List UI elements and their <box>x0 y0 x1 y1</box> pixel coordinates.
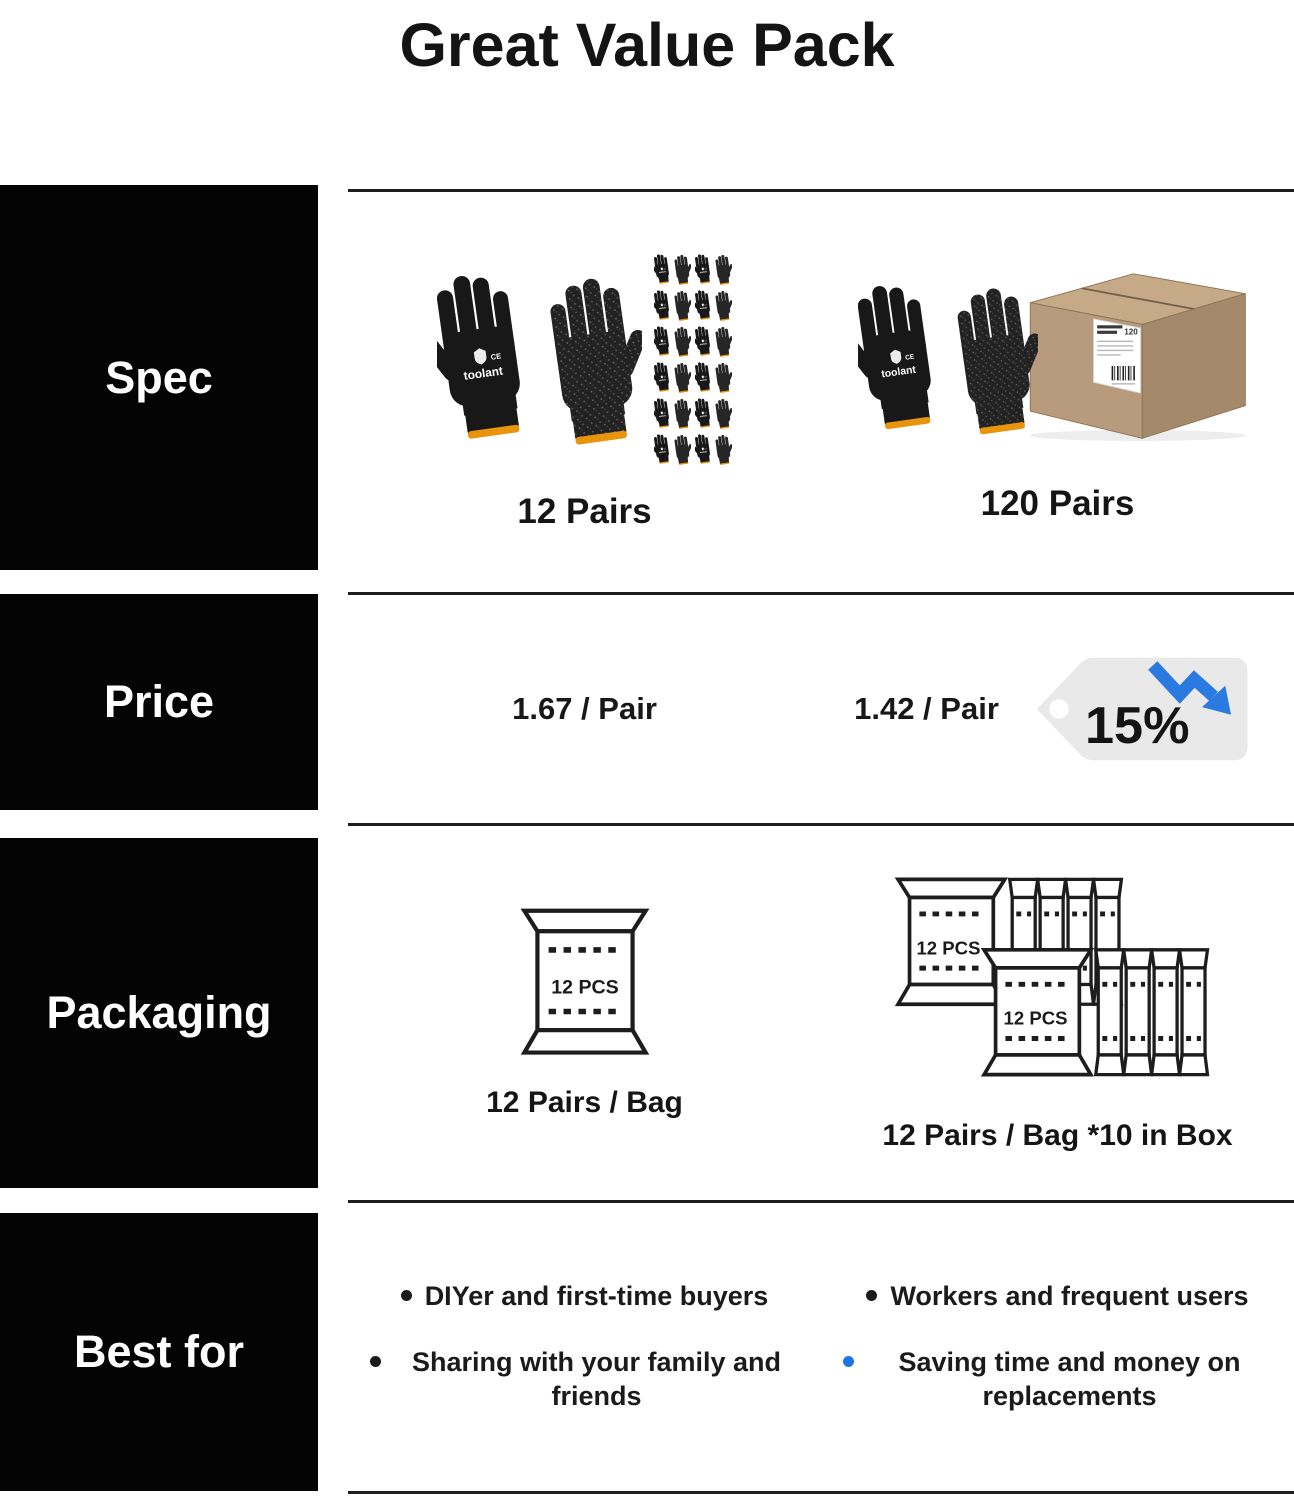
price-content <box>348 592 1294 823</box>
page-title: Great Value Pack <box>399 11 895 79</box>
comparison-table <box>0 189 1294 1494</box>
bullet-item <box>370 1346 800 1414</box>
spec-right-cell <box>821 192 1294 592</box>
packaging-content <box>348 823 1294 1200</box>
best-for-label: Best for <box>73 1326 245 1377</box>
spec-right-visual <box>858 261 1258 458</box>
spec-label-box <box>0 185 318 570</box>
row-spec <box>0 189 1294 592</box>
packaging-left-caption: 12 Pairs / Bag <box>486 1085 683 1119</box>
mini-glove-pair-icon <box>695 325 732 358</box>
glove-pair-image <box>858 279 1038 440</box>
best-for-content <box>348 1200 1294 1494</box>
mini-glove-pair-icon <box>695 253 732 286</box>
tag-hole <box>1049 699 1068 718</box>
best-for-right-cell <box>821 1203 1294 1491</box>
mini-glove-pair-icon <box>654 253 691 286</box>
bag-cluster-image <box>882 874 1234 1109</box>
spec-left-caption: 12 Pairs <box>517 491 652 531</box>
spec-left-visual <box>437 253 732 466</box>
bullet-item <box>843 1280 1273 1314</box>
price-right-cell <box>821 595 1294 823</box>
mini-glove-grid <box>654 253 732 466</box>
best-for-right-list <box>843 1280 1273 1413</box>
mini-glove-pair-icon <box>654 289 691 322</box>
best-for-left-cell <box>348 1203 821 1491</box>
row-best-for <box>0 1200 1294 1494</box>
packaging-right-caption: 12 Pairs / Bag *10 in Box <box>882 1118 1233 1152</box>
spec-left-cell <box>348 192 821 592</box>
best-for-left-list <box>370 1280 800 1413</box>
bullet-text: Sharing with your family and friends <box>411 1347 782 1411</box>
mini-glove-pair-icon <box>654 397 691 430</box>
mini-glove-pair-icon <box>695 433 732 466</box>
mini-glove-pair-icon <box>695 289 732 322</box>
bag-quantity-label: 12 PCS <box>550 976 619 999</box>
bag-quantity-label: 12 PCS <box>1003 1007 1068 1029</box>
mini-glove-pair-icon <box>695 397 732 430</box>
price-left-cell <box>348 595 821 823</box>
discount-percent: 15% <box>1084 696 1190 755</box>
spec-right-caption: 120 Pairs <box>980 483 1135 523</box>
price-left-value: 1.67 / Pair <box>512 691 657 726</box>
bullet-text: Saving time and money on replacements <box>898 1347 1241 1411</box>
mini-glove-pair-icon <box>654 433 691 466</box>
bullet-dot <box>401 1290 412 1301</box>
mini-glove-pair-icon <box>654 361 691 394</box>
packaging-label: Packaging <box>46 987 272 1038</box>
bullet-item-highlighted <box>843 1346 1273 1414</box>
discount-tag <box>1029 650 1261 768</box>
packaging-left-cell <box>348 826 821 1200</box>
bag-quantity-label: 12 PCS <box>915 936 980 958</box>
row-price <box>0 592 1294 823</box>
bullet-dot <box>866 1290 877 1301</box>
bullet-text: DIYer and first-time buyers <box>424 1281 769 1312</box>
bullet-text: Workers and frequent users <box>890 1281 1249 1312</box>
bullet-dot <box>843 1356 854 1367</box>
best-for-label-box <box>0 1213 318 1491</box>
spec-content <box>348 189 1294 592</box>
price-label-box <box>0 594 318 810</box>
carton-box-image <box>1014 261 1258 442</box>
packaging-label-box <box>0 838 318 1188</box>
row-packaging <box>0 823 1294 1200</box>
bag-icon <box>515 907 655 1060</box>
spec-label: Spec <box>105 351 213 403</box>
packaging-right-cell <box>821 826 1294 1200</box>
price-label: Price <box>103 676 215 727</box>
bullet-dot <box>370 1356 381 1367</box>
bullet-item <box>370 1280 800 1314</box>
mini-glove-pair-icon <box>695 361 732 394</box>
price-right-value: 1.42 / Pair <box>854 691 999 726</box>
mini-glove-pair-icon <box>654 325 691 358</box>
glove-pair-image <box>437 268 642 451</box>
